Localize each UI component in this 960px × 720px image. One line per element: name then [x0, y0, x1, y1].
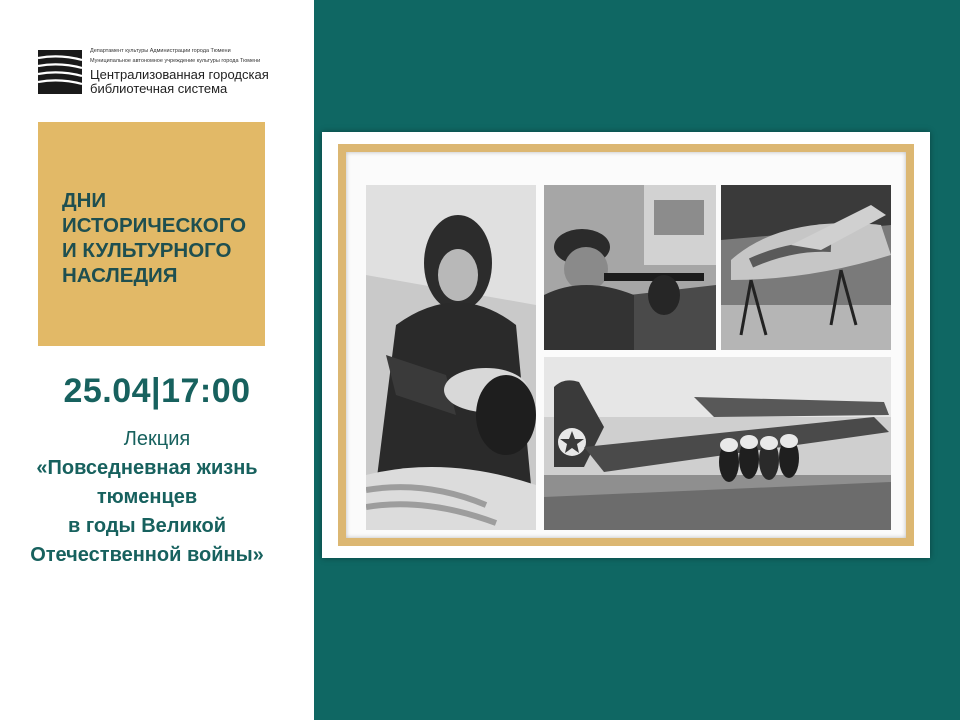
event-title-line1: «Повседневная жизнь	[36, 457, 258, 479]
org-name-line1: Централизованная городская	[90, 67, 269, 82]
org-name-line2: библиотечная система	[90, 81, 228, 96]
org-institution: Муниципальное автономное учреждение культуры города Тюмени	[90, 58, 261, 64]
banner-line4: НАСЛЕДИЯ	[62, 264, 178, 287]
event-datetime: 25.04|17:00	[63, 372, 251, 410]
banner-line1: ДНИ	[62, 189, 107, 212]
banner-line2: ИСТОРИЧЕСКОГО	[62, 214, 247, 237]
photo-aircraft-hangar	[721, 185, 891, 350]
event-title-line4: Отечественной войны»	[30, 544, 264, 566]
banner-line3: И КУЛЬТУРНОГО	[62, 239, 232, 262]
library-logo-icon	[38, 50, 82, 94]
photo-collage-frame	[322, 132, 930, 558]
photo-glider-paratroopers	[544, 357, 891, 530]
photo-collage	[346, 152, 906, 538]
frame-gold-border	[338, 144, 914, 546]
left-panel	[0, 0, 314, 720]
event-title	[0, 454, 294, 570]
photo-soldier	[544, 185, 716, 350]
org-name	[90, 68, 269, 96]
event-type: Лекция	[123, 428, 191, 450]
photo-woman-worker	[366, 185, 536, 530]
event-title-line2: тюменцев	[96, 486, 198, 508]
org-department: Департамент культуры Администрации города Тюмени	[90, 48, 231, 54]
banner-text	[62, 188, 246, 288]
heritage-days-banner	[38, 122, 265, 346]
event-title-line3: в годы Великой	[67, 515, 227, 537]
